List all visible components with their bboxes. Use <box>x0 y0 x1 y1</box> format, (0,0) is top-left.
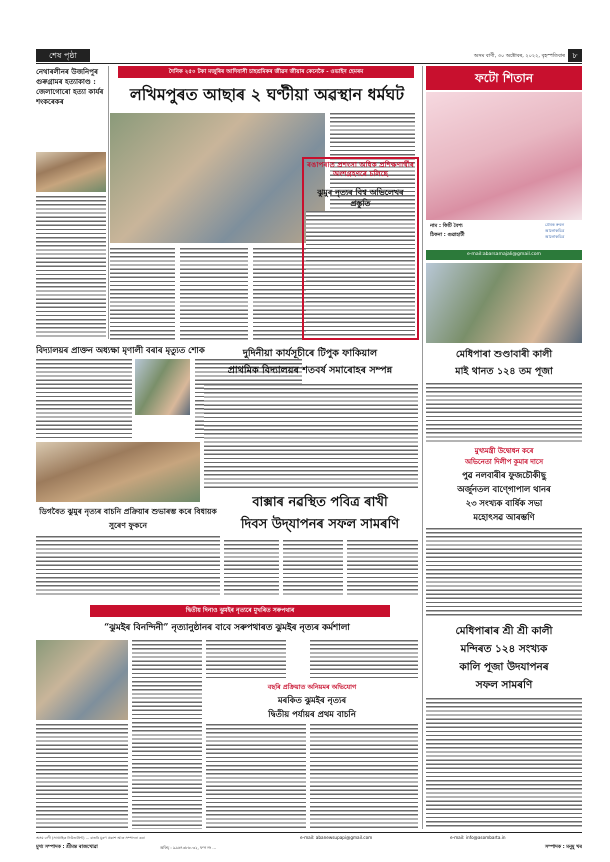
footer-rule <box>36 832 582 833</box>
column-rule-right <box>422 66 423 829</box>
rakhi-body-3 <box>347 540 418 596</box>
jhumur-headline: ডিগবৈত ঝুমুৰ নৃত্যৰ বাচনি প্ৰক্ৰিয়াৰ শুভাৰম্ভ কৰে বিধায়ক সুৰেণ ফুকনে <box>39 507 217 530</box>
obit-photo <box>135 359 190 415</box>
deputy-red-2: অভিনেতা দিলীপ কুমাৰ দাসে <box>464 458 544 466</box>
school-body <box>204 384 418 489</box>
left-col-headline: নেথাৰলীনৰ উজনিপুৰ গুৰুগ্ৰামৰ হত্যাকাণ্ড : জেলাগোৰো হত্যা কাৰ্যৰ শংকৰেকৰ <box>36 67 104 106</box>
boxed-headline-2: ঝুমুৰ নৃত্যৰ বিশ্ব অভিলেখৰ প্ৰস্তুতি <box>317 187 404 208</box>
deputy-headline-1: পুৱ নলবাৰীৰ ফুজচৌকীছু <box>462 470 546 480</box>
lead-headline: লখিমপুৰত আছাৰ ২ ঘণ্টীয়া অৱস্থান ধৰ্মঘট <box>129 85 405 104</box>
deputy-headline-4: মহোৎসৱ আৰম্ভণি <box>473 512 535 522</box>
kali-headline-2: মন্দিৰত ১২৪ সংখ্যক <box>460 643 548 655</box>
dateline-header: অসম বাণী, ৩০ অক্টোবৰ, ২০২২, বৃহস্পতিবাৰ <box>473 53 565 59</box>
puja-headline-2: মাই থানত ১২৪ তম পূজা <box>455 366 553 377</box>
workshop-body-5 <box>310 640 418 680</box>
kali-headline-3: কালি পূজা উদযাপনৰ <box>459 661 549 673</box>
jhumur-body <box>36 536 220 596</box>
footer-line-1: অসম বাণী (সাপ্তাহিক নিউজপ্ৰিন্ট) ... বাতৰি মুদ্ৰণ প্ৰকাশ আৰু সম্পাদনা কৰা <box>36 836 145 840</box>
left-col-body <box>36 196 106 338</box>
obit-headline: বিদ্যালয়ৰ প্ৰাক্তন অধ্যক্ষা মৃণালী বৰাৰ মৃত্যুত শোক <box>36 345 205 355</box>
puja-body <box>426 383 582 443</box>
workshop-banner: দ্বিতীয় দিনাও ঝুমইৰ নৃত্যৰে মুখৰিত সৰুপথাৰ <box>90 605 390 617</box>
feature-side-note: প্ৰেৰক ৰুবল আলোকচিত্ৰ আলোকচিত্ৰ <box>545 222 565 239</box>
workshop-sub-2: দ্বিতীয় পৰ্যায়ৰ প্ৰথম বাচনি <box>268 709 356 719</box>
top-banner: দৈনিক ২৫০ টকা মজুৰিৰ আদিবাসী চাহশ্ৰমিকৰ জীৱন জীয়াৰ কেনেকৈ - ওভাইন হেমৰম <box>118 66 414 78</box>
workshop-body-6 <box>310 724 418 829</box>
deputy-headline-2: অৰ্জুনতল বাণ্গোপাল থানৰ <box>457 484 551 494</box>
puja-headline-1: মেধিপাৰা শুণ্ডাবাৰী কালী <box>455 349 553 360</box>
footer-email-1: e-mail: abanewsupapi@gmail.com <box>300 835 373 840</box>
workshop-body-1 <box>36 724 128 829</box>
feature-caption-name: নাম : কিটি বৈশ্য <box>430 223 463 229</box>
rakhi-headline-1: বাক্সাৰ নৱস্থিত পবিত্ৰ ৰাখী <box>252 495 388 510</box>
feature-caption-place: ঠিকনা : গুৱাহাটী <box>430 232 465 238</box>
header-rule <box>36 63 582 64</box>
feature-photo <box>426 92 582 220</box>
lead-photo <box>110 113 325 243</box>
deputy-red: মুখ্যমন্ত্ৰী উদ্বোধন কৰে <box>474 447 534 455</box>
lead-body-bottom-3 <box>253 248 308 340</box>
kali-headline-4: সফল সামৰণি <box>475 679 533 691</box>
obit-body-1 <box>36 359 132 439</box>
section-label: শেষ পৃষ্ঠা <box>36 49 90 62</box>
puja-photo <box>426 263 582 343</box>
rakhi-body-1 <box>224 540 279 596</box>
left-col-photo <box>36 152 106 192</box>
footer-right-editor: সম্পাদক : মনুমু খৰ <box>545 845 582 850</box>
school-headline-2: প্ৰাথমিক বিদ্যালয়ৰ শতবৰ্ষ সমাৰোহৰ সম্পন্ন <box>227 365 393 376</box>
rakhi-headline-2: দিবস উদ্‌যাপনৰ সফল সামৰণি <box>240 517 400 532</box>
deputy-headline-3: ২৩ সংখ্যক বাৰ্ষিক সভা <box>465 498 543 508</box>
boxed-headline-1: ৰঙাপৰাত প্ৰশংসা অধিক প্ৰশিক্ষণাৰ্থীৰ অংশগ্ৰহণৰে চলিছে <box>307 160 414 178</box>
workshop-sub-red: বছৰি প্ৰক্ৰিয়াত অনিয়মৰ অভিযোগ <box>267 683 357 691</box>
workshop-photo <box>36 640 128 720</box>
boxed-body <box>306 211 415 337</box>
rakhi-body-2 <box>283 540 343 596</box>
footer-email-2: e-mail: info@asombarta.in <box>450 835 506 840</box>
workshop-body-2 <box>132 640 202 829</box>
workshop-sub-1: মৰকিত ঝুমইৰ নৃত্যৰ <box>277 695 347 705</box>
kali-body <box>426 698 582 829</box>
workshop-body-3 <box>206 640 286 680</box>
school-headline-1: দুদিনীয়া কাৰ্যসূচীৰে টিপুক ফাকিয়াল <box>242 348 378 359</box>
lead-body-bottom-1 <box>110 248 175 340</box>
lead-body-bottom-2 <box>180 248 248 340</box>
jhumur-photo <box>36 442 200 502</box>
kali-headline-1: মেধিপাৰাৰ শ্ৰী শ্ৰী কালী <box>455 625 553 637</box>
feature-email: e-mail:abarsamajali@gmail.com <box>426 250 582 260</box>
column-rule-left <box>108 66 109 339</box>
deputy-body <box>426 528 582 618</box>
workshop-headline: “ঝুমইৰ বিনন্দিনী” নৃত্যানুষ্ঠানৰ বাবে সৰুপথাৰত ঝুমইৰ নৃত্যৰ কৰ্মশালা <box>104 623 350 633</box>
page-number: ৮ <box>568 49 582 62</box>
workshop-body-4 <box>206 724 306 829</box>
photo-header: ফটো শিতান <box>426 66 582 90</box>
footer-editor: মুখ্য সম্পাদক : শ্ৰীমন্ত ৰাজখোৱা <box>36 845 98 850</box>
footer-phone: অফিচ্ : ৯৯৬৭৩৮৬০৩২, ফ'ন নং ... <box>160 845 216 850</box>
